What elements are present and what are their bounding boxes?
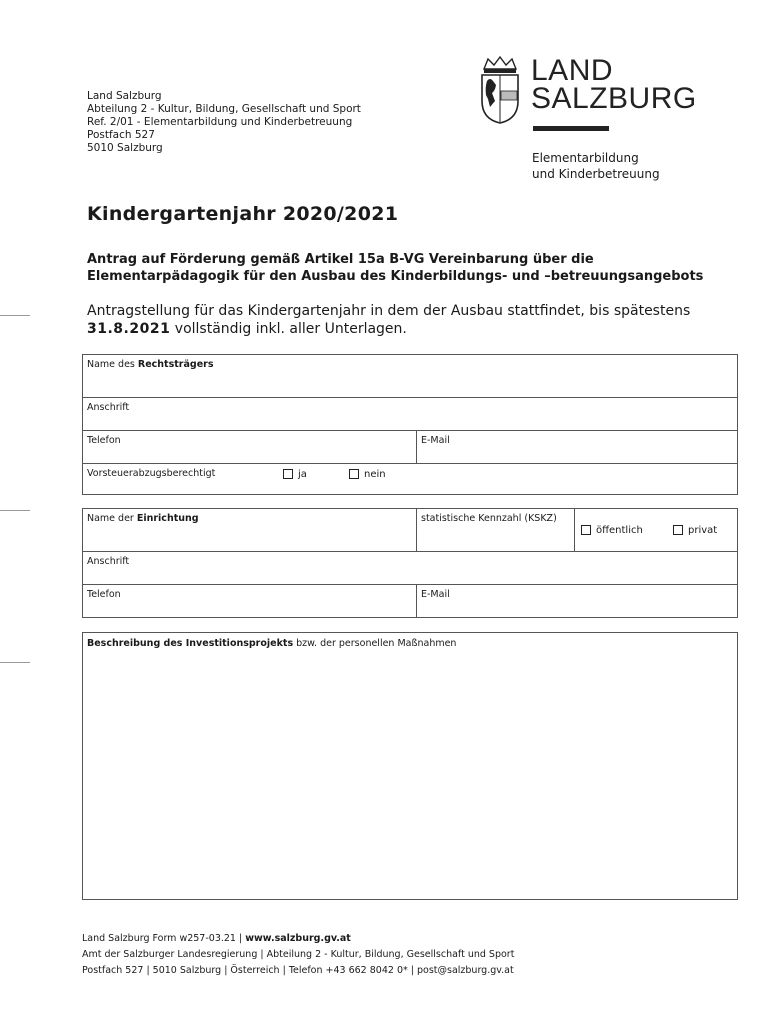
land-salzburg-logo [478, 55, 728, 135]
deadline-date: 31.8.2021 [87, 321, 171, 337]
description-label [83, 633, 737, 654]
logo-wordmark [531, 54, 697, 115]
traeger-name-field[interactable] [83, 355, 737, 397]
fold-mark-bottom [0, 662, 30, 663]
einrichtung-name-label: Name der [87, 513, 137, 524]
form-subtitle [87, 251, 727, 285]
subtitle-line: Elementarpädagogik für den Ausbau des Kinderbildungs- und –betreuungsangebots [87, 269, 704, 284]
kskz-field[interactable] [416, 509, 574, 551]
traeger-vat-row [83, 464, 737, 494]
traeger-address-row[interactable] [83, 398, 737, 431]
vat-yes-option[interactable] [283, 469, 307, 480]
logo-underline [533, 126, 609, 131]
vat-field [83, 464, 737, 494]
fold-mark-top [0, 315, 30, 316]
vat-yes-label: ja [298, 469, 307, 480]
sender-line: Postfach 527 [87, 129, 155, 141]
traeger-email-label: E-Mail [421, 435, 450, 446]
traeger-address-field[interactable] [83, 398, 737, 430]
ownership-field [574, 509, 737, 551]
form-id: Land Salzburg Form w257-03.21 | [82, 933, 246, 944]
einrichtung-name-label-bold: Einrichtung [136, 513, 199, 524]
einrichtung-address-label: Anschrift [87, 556, 130, 567]
einrichtung-name-field[interactable] [83, 509, 416, 551]
einrichtung-address-row[interactable] [83, 552, 737, 585]
public-label: öffentlich [596, 525, 643, 536]
sender-line: 5010 Salzburg [87, 142, 163, 154]
einrichtung-section [82, 508, 738, 618]
page-title: Kindergartenjahr 2020/2021 [87, 203, 399, 225]
traeger-contact-row [83, 431, 737, 464]
sender-address [87, 90, 361, 155]
notice-suffix: vollständig inkl. aller Unterlagen. [174, 321, 407, 337]
description-field[interactable] [82, 632, 738, 900]
description-label-bold: Beschreibung des Investitionsprojekts [87, 638, 294, 649]
einrichtung-email-label: E-Mail [421, 589, 450, 600]
logo-line-salzburg: SALZBURG [531, 82, 697, 115]
vat-label: Vorsteuerabzugsberechtigt [87, 468, 216, 479]
traeger-name-label-bold: Rechtsträgers [137, 359, 214, 370]
private-option[interactable] [673, 525, 717, 536]
website-link[interactable]: www.salzburg.gv.at [245, 933, 351, 944]
sender-line: Ref. 2/01 - Elementarbildung und Kinderbetreuung [87, 116, 353, 128]
traeger-name-label: Name des [87, 359, 138, 370]
page-footer [82, 931, 514, 979]
kskz-label: statistische Kennzahl (KSKZ) [421, 513, 557, 524]
notice-text: Antragstellung für das Kindergartenjahr in dem der Ausbau stattfindet, bis spätestens [87, 303, 691, 319]
einrichtung-name-row [83, 509, 737, 552]
traeger-section [82, 354, 738, 495]
department-name [532, 150, 660, 182]
public-option[interactable] [581, 525, 643, 536]
footer-line-3: Postfach 527 | 5010 Salzburg | Österreich | Telefon +43 662 8042 0* | post@salzburg.gv.at [82, 965, 514, 976]
logo-line-land: LAND [531, 54, 614, 87]
traeger-phone-field[interactable] [83, 431, 416, 463]
sender-line: Abteilung 2 - Kultur, Bildung, Gesellschaft und Sport [87, 103, 361, 115]
department-line: und Kinderbetreuung [532, 167, 660, 181]
einrichtung-address-field[interactable] [83, 552, 737, 584]
vat-yes-checkbox[interactable] [283, 469, 293, 479]
traeger-address-label: Anschrift [87, 402, 130, 413]
traeger-name-row[interactable] [83, 355, 737, 398]
einrichtung-email-field[interactable] [416, 585, 737, 617]
footer-line-1 [82, 931, 514, 947]
coat-of-arms-icon [478, 55, 522, 125]
vat-no-label: nein [364, 469, 386, 480]
private-checkbox[interactable] [673, 525, 683, 535]
vat-no-checkbox[interactable] [349, 469, 359, 479]
submission-notice [87, 302, 727, 338]
department-line: Elementarbildung [532, 151, 639, 165]
vat-no-option[interactable] [349, 469, 386, 480]
traeger-email-field[interactable] [416, 431, 737, 463]
public-checkbox[interactable] [581, 525, 591, 535]
einrichtung-phone-field[interactable] [83, 585, 416, 617]
footer-line-2: Amt der Salzburger Landesregierung | Abteilung 2 - Kultur, Bildung, Gesellschaft und Sport [82, 949, 515, 960]
fold-mark-middle [0, 510, 30, 511]
einrichtung-contact-row [83, 585, 737, 617]
traeger-phone-label: Telefon [87, 435, 121, 446]
einrichtung-phone-label: Telefon [87, 589, 121, 600]
sender-line: Land Salzburg [87, 90, 162, 102]
private-label: privat [688, 525, 718, 536]
description-label-rest: bzw. der personellen Maßnahmen [293, 638, 457, 649]
subtitle-line: Antrag auf Förderung gemäß Artikel 15a B-VG Vereinbarung über die [87, 252, 594, 267]
